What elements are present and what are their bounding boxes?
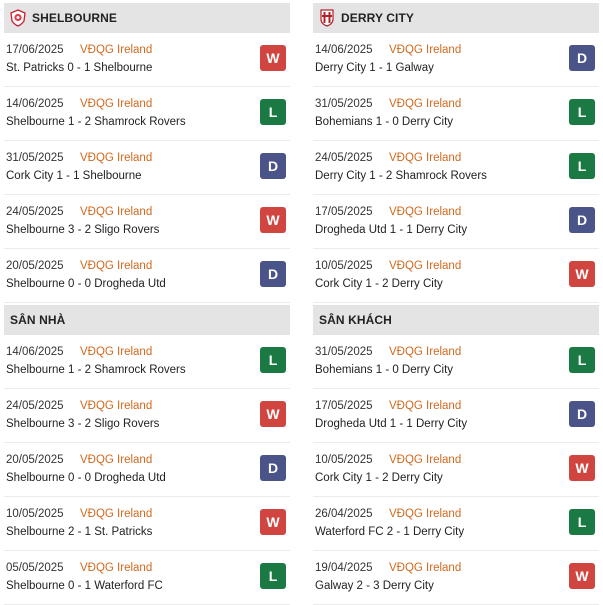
match-score: Bohemians 1 - 0 Derry City [315,116,454,128]
result-badge: D [260,261,286,287]
result-badge: L [569,153,595,179]
result-badge: D [260,153,286,179]
match-row [313,141,599,195]
competition-link[interactable]: VĐQG Ireland [389,508,462,520]
competition-link[interactable]: VĐQG Ireland [389,346,462,358]
competition-link[interactable]: VĐQG Ireland [80,454,153,466]
match-row [4,87,290,141]
match-row [4,33,290,87]
match-row [313,249,599,303]
result-badge: W [569,455,595,481]
match-date: 20/05/2025 [6,260,64,272]
match-date: 10/05/2025 [315,454,373,466]
competition-link[interactable]: VĐQG Ireland [80,562,153,574]
match-row [4,497,290,551]
match-date: 20/05/2025 [6,454,64,466]
match-date: 24/05/2025 [6,400,64,412]
panel-header [313,305,599,335]
competition-link[interactable]: VĐQG Ireland [389,562,462,574]
match-score: Waterford FC 2 - 1 Derry City [315,526,465,538]
shelbourne-form-panel [4,3,290,303]
shelbourne-crest-icon [10,9,26,27]
panel-title: SÂN KHÁCH [319,313,392,327]
match-score: Shelbourne 2 - 1 St. Patricks [6,526,153,538]
match-row [4,551,290,605]
away-form-panel [313,305,599,605]
match-score: Shelbourne 0 - 0 Drogheda Utd [6,278,166,290]
match-date: 05/05/2025 [6,562,64,574]
competition-link[interactable]: VĐQG Ireland [80,260,153,272]
match-score: Shelbourne 3 - 2 Sligo Rovers [6,418,160,430]
competition-link[interactable]: VĐQG Ireland [80,206,153,218]
result-badge: D [260,455,286,481]
result-badge: D [569,207,595,233]
match-row [4,389,290,443]
result-badge: L [569,99,595,125]
match-score: Shelbourne 3 - 2 Sligo Rovers [6,224,160,236]
match-row [313,389,599,443]
derry-city-form-panel [313,3,599,303]
match-row [313,335,599,389]
result-badge: L [569,347,595,373]
competition-link[interactable]: VĐQG Ireland [80,98,153,110]
match-score: Derry City 1 - 2 Shamrock Rovers [315,170,487,182]
match-row [4,335,290,389]
result-badge: W [260,401,286,427]
result-badge: W [260,207,286,233]
competition-link[interactable]: VĐQG Ireland [80,44,153,56]
competition-link[interactable]: VĐQG Ireland [389,98,462,110]
match-score: Shelbourne 0 - 1 Waterford FC [6,580,163,592]
match-date: 10/05/2025 [6,508,64,520]
match-list [4,335,290,605]
competition-link[interactable]: VĐQG Ireland [389,152,462,164]
match-row [4,443,290,497]
match-score: Drogheda Utd 1 - 1 Derry City [315,418,468,430]
match-date: 14/06/2025 [315,44,373,56]
derry-city-crest-icon [319,9,335,27]
competition-link[interactable]: VĐQG Ireland [80,346,153,358]
competition-link[interactable]: VĐQG Ireland [80,152,153,164]
match-row [313,87,599,141]
match-score: Shelbourne 0 - 0 Drogheda Utd [6,472,166,484]
match-list [4,33,290,303]
match-score: Cork City 1 - 2 Derry City [315,278,443,290]
match-date: 24/05/2025 [6,206,64,218]
competition-link[interactable]: VĐQG Ireland [389,454,462,466]
match-list [313,33,599,303]
match-score: Cork City 1 - 2 Derry City [315,472,443,484]
competition-link[interactable]: VĐQG Ireland [389,400,462,412]
result-badge: L [260,99,286,125]
panel-header [313,3,599,33]
match-list [313,335,599,605]
match-date: 17/06/2025 [6,44,64,56]
result-badge: D [569,401,595,427]
result-badge: W [569,261,595,287]
match-date: 31/05/2025 [315,98,373,110]
result-badge: L [260,563,286,589]
panel-title: SÂN NHÀ [10,313,66,327]
match-date: 19/04/2025 [315,562,373,574]
match-row [313,551,599,605]
result-badge: L [260,347,286,373]
match-score: Drogheda Utd 1 - 1 Derry City [315,224,468,236]
panel-header [4,3,290,33]
match-row [313,497,599,551]
match-score: Derry City 1 - 1 Galway [315,62,434,74]
match-date: 24/05/2025 [315,152,373,164]
match-score: Galway 2 - 3 Derry City [315,580,434,592]
match-date: 14/06/2025 [6,346,64,358]
match-score: Cork City 1 - 1 Shelbourne [6,170,142,182]
result-badge: D [569,45,595,71]
match-row [313,33,599,87]
match-date: 17/05/2025 [315,206,373,218]
match-score: Shelbourne 1 - 2 Shamrock Rovers [6,116,186,128]
home-form-panel [4,305,290,605]
result-badge: W [260,45,286,71]
competition-link[interactable]: VĐQG Ireland [80,400,153,412]
match-score: Shelbourne 1 - 2 Shamrock Rovers [6,364,186,376]
match-score: Bohemians 1 - 0 Derry City [315,364,454,376]
competition-link[interactable]: VĐQG Ireland [389,44,462,56]
match-row [4,249,290,303]
match-row [313,195,599,249]
match-date: 31/05/2025 [6,152,64,164]
match-row [4,195,290,249]
match-date: 31/05/2025 [315,346,373,358]
result-badge: W [569,563,595,589]
match-date: 14/06/2025 [6,98,64,110]
panel-title: DERRY CITY [341,11,415,25]
competition-link[interactable]: VĐQG Ireland [80,508,153,520]
match-date: 26/04/2025 [315,508,373,520]
panel-header [4,305,290,335]
result-badge: L [569,509,595,535]
match-score: St. Patricks 0 - 1 Shelbourne [6,62,153,74]
panel-title: SHELBOURNE [32,11,118,25]
competition-link[interactable]: VĐQG Ireland [389,260,462,272]
competition-link[interactable]: VĐQG Ireland [389,206,462,218]
match-row [4,141,290,195]
match-date: 17/05/2025 [315,400,373,412]
result-badge: W [260,509,286,535]
match-row [313,443,599,497]
match-date: 10/05/2025 [315,260,373,272]
